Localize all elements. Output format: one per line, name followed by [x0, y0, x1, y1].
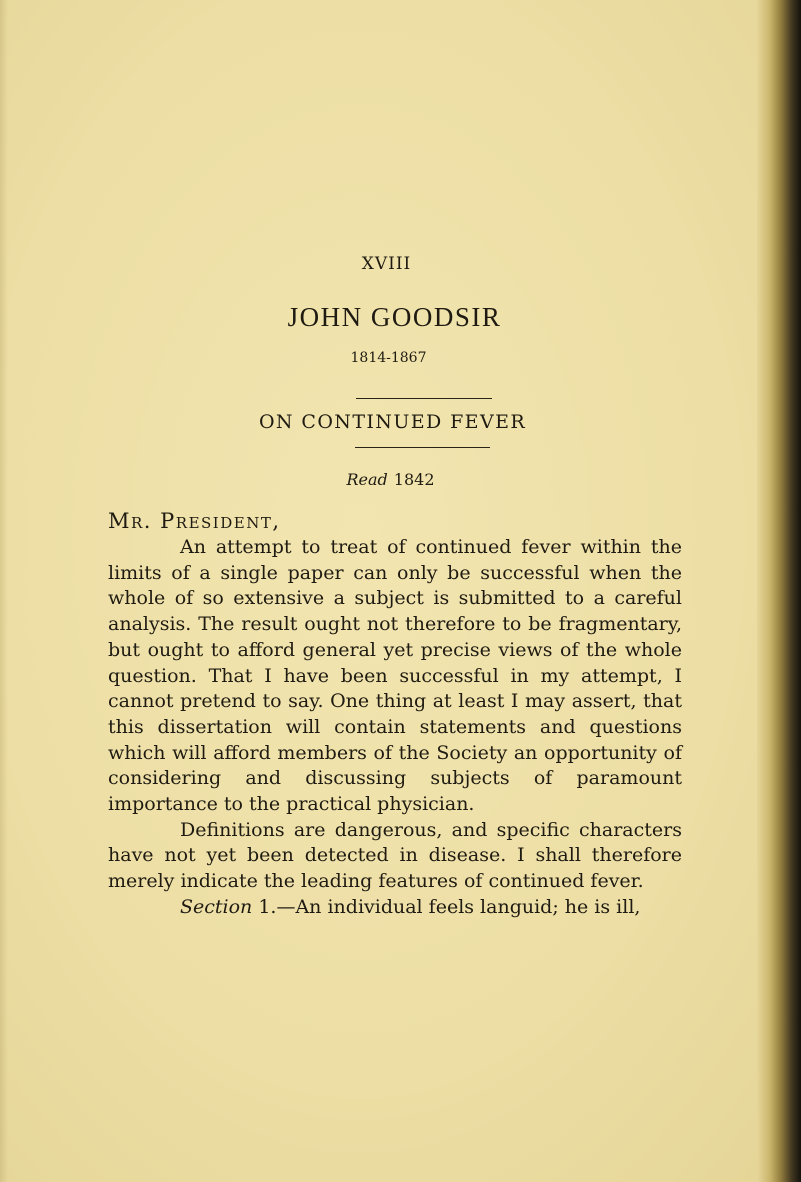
read-date-line — [0, 470, 791, 489]
chapter-number: XVIII — [361, 254, 412, 274]
spine-shadow — [0, 0, 8, 1182]
author-name: JOHN GOODSIR — [287, 302, 502, 332]
paper-title: ON CONTINUED FEVER — [258, 411, 527, 433]
paragraph-3-text: 1.—An individual feels languid; he is ill, — [252, 895, 641, 918]
body-text — [108, 535, 682, 921]
section-label: Section — [180, 895, 253, 918]
salutation: Mr. President, — [108, 509, 281, 533]
author-dates: 1814-1867 — [350, 350, 427, 366]
paragraph-2: Definitions are dangerous, and specific characters have not yet been detected in disease. I shall therefore merely indicate the leading features of continued fever. — [108, 818, 682, 893]
paragraph-1: An attempt to treat of continued fever within the limits of a single paper can only be successful when the whole of so extensive a subject is submitted to a careful analysis. The result ought not therefore to be fragmentary, but ought to afford general yet precise views of the whole question. That I have been successful in my attempt, I cannot pretend to say. One thing at least I may assert, that this dissertation will contain statements and questions which will afford members of the Society an opportunity of considering and discussing subjects of paramount importance to the practical physician. — [108, 536, 682, 816]
title-divider-top — [356, 398, 492, 399]
read-year: 1842 — [393, 470, 435, 489]
read-label: Read — [346, 470, 388, 489]
paragraph-3 — [108, 895, 682, 921]
title-divider-bottom — [355, 447, 490, 448]
page-edge-shadow — [757, 0, 801, 1182]
